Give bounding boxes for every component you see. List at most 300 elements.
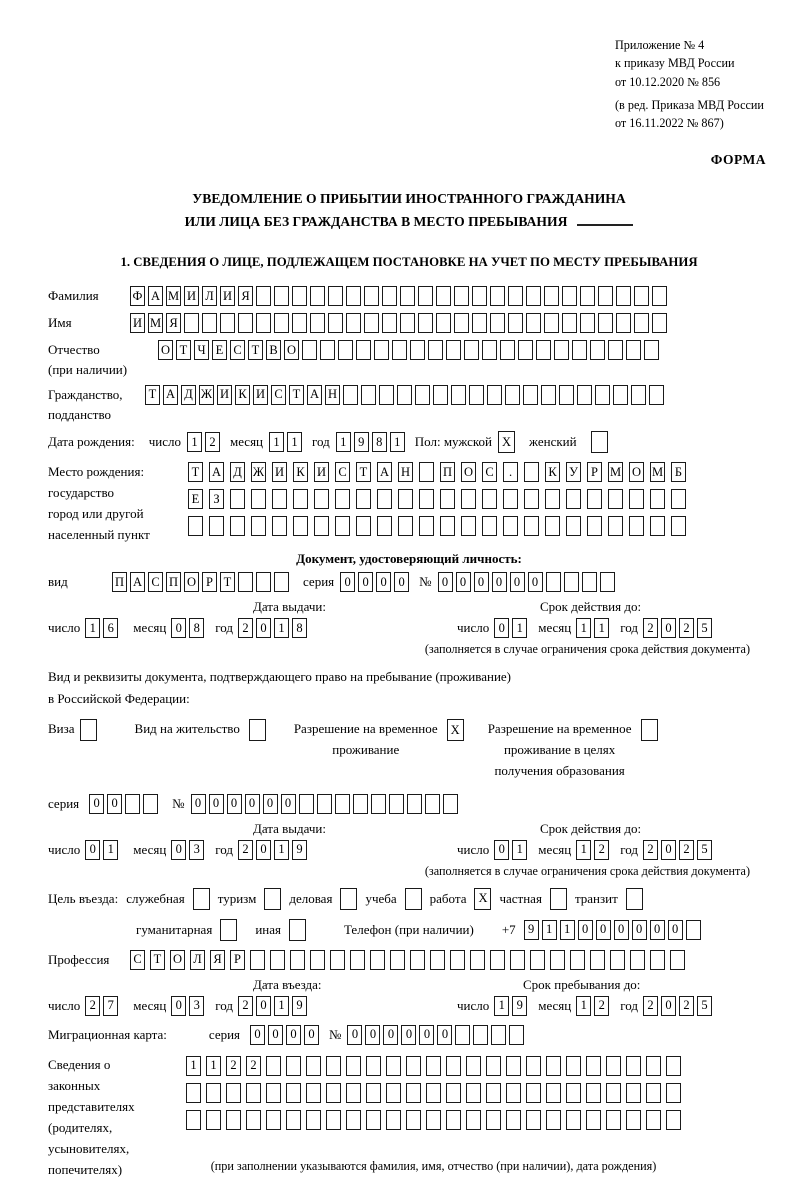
form-cell[interactable]	[266, 1056, 281, 1076]
form-cell[interactable]	[509, 1025, 524, 1045]
form-cell[interactable]: 8	[372, 432, 387, 452]
form-cell[interactable]	[626, 1083, 641, 1103]
form-cell[interactable]: 1	[576, 996, 591, 1016]
purpose-official-checkbox[interactable]	[193, 888, 210, 910]
form-cell[interactable]	[353, 794, 368, 814]
form-cell[interactable]	[464, 340, 479, 360]
form-cell[interactable]: 7	[103, 996, 118, 1016]
form-cell[interactable]	[598, 286, 613, 306]
form-cell[interactable]: С	[130, 950, 145, 970]
form-cell[interactable]: 1	[274, 996, 289, 1016]
form-cell[interactable]: 0	[401, 1025, 416, 1045]
form-cell[interactable]	[644, 340, 659, 360]
form-cell[interactable]: С	[482, 462, 497, 482]
form-cell[interactable]	[566, 1083, 581, 1103]
form-cell[interactable]	[545, 489, 560, 509]
form-cell[interactable]: 0	[494, 618, 509, 638]
form-cell[interactable]: 2	[226, 1056, 241, 1076]
form-cell[interactable]	[518, 340, 533, 360]
form-cell[interactable]	[390, 950, 405, 970]
form-cell[interactable]	[270, 950, 285, 970]
form-cell[interactable]	[246, 1110, 261, 1130]
form-cell[interactable]	[450, 950, 465, 970]
form-cell[interactable]: 2	[643, 996, 658, 1016]
form-cell[interactable]	[506, 1110, 521, 1130]
form-cell[interactable]: 0	[209, 794, 224, 814]
form-cell[interactable]: 1	[274, 618, 289, 638]
form-cell[interactable]	[666, 1083, 681, 1103]
form-cell[interactable]	[436, 286, 451, 306]
form-cell[interactable]	[454, 313, 469, 333]
form-cell[interactable]	[386, 1056, 401, 1076]
form-cell[interactable]: 0	[528, 572, 543, 592]
form-cell[interactable]: 0	[227, 794, 242, 814]
form-cell[interactable]: 2	[238, 996, 253, 1016]
form-cell[interactable]: М	[166, 286, 181, 306]
form-cell[interactable]	[590, 950, 605, 970]
form-cell[interactable]	[306, 1056, 321, 1076]
form-cell[interactable]: 0	[171, 618, 186, 638]
form-cell[interactable]: 0	[494, 840, 509, 860]
form-cell[interactable]	[377, 489, 392, 509]
form-cell[interactable]	[356, 340, 371, 360]
purpose-tourism-checkbox[interactable]	[264, 888, 281, 910]
form-cell[interactable]: 0	[286, 1025, 301, 1045]
form-cell[interactable]: 0	[596, 920, 611, 940]
form-cell[interactable]	[230, 516, 245, 536]
form-cell[interactable]: 1	[103, 840, 118, 860]
form-cell[interactable]: 6	[103, 618, 118, 638]
form-cell[interactable]	[293, 489, 308, 509]
form-cell[interactable]	[289, 919, 306, 941]
form-cell[interactable]	[629, 489, 644, 509]
form-cell[interactable]	[330, 950, 345, 970]
form-cell[interactable]	[143, 794, 158, 814]
form-cell[interactable]	[455, 1025, 470, 1045]
form-cell[interactable]: 9	[292, 840, 307, 860]
form-cell[interactable]	[536, 340, 551, 360]
form-cell[interactable]: 0	[614, 920, 629, 940]
form-cell[interactable]: О	[184, 572, 199, 592]
form-cell[interactable]: 0	[365, 1025, 380, 1045]
form-cell[interactable]: Л	[190, 950, 205, 970]
form-cell[interactable]: И	[217, 385, 232, 405]
form-cell[interactable]: 1	[206, 1056, 221, 1076]
form-cell[interactable]	[470, 950, 485, 970]
form-cell[interactable]	[446, 1056, 461, 1076]
form-cell[interactable]	[377, 516, 392, 536]
form-cell[interactable]	[580, 313, 595, 333]
form-cell[interactable]	[530, 950, 545, 970]
form-cell[interactable]	[238, 572, 253, 592]
form-cell[interactable]	[541, 385, 556, 405]
form-cell[interactable]: 0	[89, 794, 104, 814]
form-cell[interactable]	[364, 286, 379, 306]
temp-residence-checkbox[interactable]	[447, 719, 464, 741]
form-cell[interactable]: О	[284, 340, 299, 360]
form-cell[interactable]	[188, 516, 203, 536]
form-cell[interactable]	[274, 313, 289, 333]
form-cell[interactable]	[386, 1110, 401, 1130]
form-cell[interactable]	[426, 1056, 441, 1076]
form-cell[interactable]: Н	[325, 385, 340, 405]
form-cell[interactable]: Т	[248, 340, 263, 360]
form-cell[interactable]	[356, 489, 371, 509]
form-cell[interactable]	[433, 385, 448, 405]
form-cell[interactable]: 2	[85, 996, 100, 1016]
form-cell[interactable]	[397, 385, 412, 405]
form-cell[interactable]	[566, 1110, 581, 1130]
form-cell[interactable]	[586, 1110, 601, 1130]
form-cell[interactable]	[406, 1083, 421, 1103]
form-cell[interactable]: 0	[268, 1025, 283, 1045]
form-cell[interactable]	[400, 313, 415, 333]
form-cell[interactable]	[364, 313, 379, 333]
form-cell[interactable]: Т	[220, 572, 235, 592]
form-cell[interactable]: 0	[661, 996, 676, 1016]
form-cell[interactable]	[554, 340, 569, 360]
form-cell[interactable]: Д	[230, 462, 245, 482]
form-cell[interactable]	[299, 794, 314, 814]
form-cell[interactable]	[510, 950, 525, 970]
form-cell[interactable]: 0	[340, 572, 355, 592]
form-cell[interactable]	[335, 516, 350, 536]
form-cell[interactable]	[249, 719, 266, 741]
form-cell[interactable]: 5	[697, 840, 712, 860]
form-cell[interactable]	[671, 516, 686, 536]
form-cell[interactable]: П	[440, 462, 455, 482]
form-cell[interactable]	[366, 1083, 381, 1103]
form-cell[interactable]: И	[130, 313, 145, 333]
form-cell[interactable]	[226, 1083, 241, 1103]
form-cell[interactable]	[634, 286, 649, 306]
form-cell[interactable]	[346, 286, 361, 306]
form-cell[interactable]: Ж	[251, 462, 266, 482]
form-cell[interactable]	[206, 1083, 221, 1103]
form-cell[interactable]: 2	[594, 840, 609, 860]
form-cell[interactable]	[220, 919, 237, 941]
form-cell[interactable]	[505, 385, 520, 405]
form-cell[interactable]	[418, 313, 433, 333]
form-cell[interactable]: 1	[576, 618, 591, 638]
form-cell[interactable]	[80, 719, 97, 741]
form-cell[interactable]: Т	[145, 385, 160, 405]
form-cell[interactable]	[292, 313, 307, 333]
form-cell[interactable]: 1	[85, 618, 100, 638]
form-cell[interactable]: 0	[85, 840, 100, 860]
form-cell[interactable]	[526, 286, 541, 306]
form-cell[interactable]: П	[112, 572, 127, 592]
form-cell[interactable]: С	[271, 385, 286, 405]
form-cell[interactable]: 1	[187, 432, 202, 452]
purpose-study-checkbox[interactable]	[405, 888, 422, 910]
form-cell[interactable]: 0	[358, 572, 373, 592]
form-cell[interactable]: 2	[238, 840, 253, 860]
form-cell[interactable]: К	[293, 462, 308, 482]
form-cell[interactable]: Т	[150, 950, 165, 970]
form-cell[interactable]: .	[503, 462, 518, 482]
form-cell[interactable]	[446, 1083, 461, 1103]
form-cell[interactable]	[335, 489, 350, 509]
form-cell[interactable]: Н	[398, 462, 413, 482]
form-cell[interactable]	[250, 950, 265, 970]
form-cell[interactable]	[406, 1056, 421, 1076]
form-cell[interactable]	[545, 516, 560, 536]
form-cell[interactable]	[631, 385, 646, 405]
form-cell[interactable]	[630, 950, 645, 970]
form-cell[interactable]: 0	[578, 920, 593, 940]
form-cell[interactable]	[286, 1056, 301, 1076]
form-cell[interactable]: 0	[347, 1025, 362, 1045]
form-cell[interactable]: 0	[304, 1025, 319, 1045]
form-cell[interactable]	[328, 313, 343, 333]
form-cell[interactable]	[562, 313, 577, 333]
form-cell[interactable]: У	[566, 462, 581, 482]
form-cell[interactable]	[346, 1056, 361, 1076]
form-cell[interactable]	[486, 1110, 501, 1130]
form-cell[interactable]	[508, 286, 523, 306]
form-cell[interactable]: 0	[256, 996, 271, 1016]
form-cell[interactable]	[426, 1083, 441, 1103]
form-cell[interactable]: 0	[191, 794, 206, 814]
form-cell[interactable]	[523, 385, 538, 405]
form-cell[interactable]	[616, 286, 631, 306]
form-cell[interactable]	[415, 385, 430, 405]
form-cell[interactable]: Ч	[194, 340, 209, 360]
form-cell[interactable]	[419, 462, 434, 482]
form-cell[interactable]: 1	[390, 432, 405, 452]
form-cell[interactable]	[608, 340, 623, 360]
form-cell[interactable]: 1	[542, 920, 557, 940]
form-cell[interactable]: 2	[246, 1056, 261, 1076]
form-cell[interactable]	[346, 313, 361, 333]
form-cell[interactable]	[466, 1056, 481, 1076]
form-cell[interactable]: Т	[356, 462, 371, 482]
form-cell[interactable]	[546, 1110, 561, 1130]
form-cell[interactable]: 2	[594, 996, 609, 1016]
form-cell[interactable]: 0	[661, 618, 676, 638]
form-cell[interactable]	[566, 1056, 581, 1076]
form-cell[interactable]	[650, 950, 665, 970]
form-cell[interactable]	[379, 385, 394, 405]
form-cell[interactable]	[202, 313, 217, 333]
form-cell[interactable]	[246, 1083, 261, 1103]
form-cell[interactable]: Т	[289, 385, 304, 405]
form-cell[interactable]	[256, 313, 271, 333]
form-cell[interactable]: X	[474, 888, 491, 910]
form-cell[interactable]: 9	[512, 996, 527, 1016]
form-cell[interactable]: 1	[560, 920, 575, 940]
form-cell[interactable]: 8	[292, 618, 307, 638]
form-cell[interactable]: 0	[510, 572, 525, 592]
form-cell[interactable]: О	[461, 462, 476, 482]
form-cell[interactable]: 0	[256, 618, 271, 638]
form-cell[interactable]	[616, 313, 631, 333]
form-cell[interactable]	[430, 950, 445, 970]
form-cell[interactable]: 1	[186, 1056, 201, 1076]
form-cell[interactable]	[186, 1110, 201, 1130]
form-cell[interactable]: 0	[474, 572, 489, 592]
form-cell[interactable]: Ж	[199, 385, 214, 405]
form-cell[interactable]	[370, 950, 385, 970]
form-cell[interactable]	[469, 385, 484, 405]
temp-residence-edu-checkbox[interactable]	[641, 719, 658, 741]
sex-female-checkbox[interactable]	[591, 431, 608, 453]
form-cell[interactable]	[506, 1056, 521, 1076]
form-cell[interactable]	[356, 516, 371, 536]
form-cell[interactable]: 0	[394, 572, 409, 592]
form-cell[interactable]: А	[130, 572, 145, 592]
form-cell[interactable]	[482, 340, 497, 360]
form-cell[interactable]: 1	[494, 996, 509, 1016]
form-cell[interactable]	[293, 516, 308, 536]
form-cell[interactable]	[590, 340, 605, 360]
visa-checkbox[interactable]	[80, 719, 97, 741]
form-cell[interactable]	[256, 286, 271, 306]
form-cell[interactable]	[292, 286, 307, 306]
form-cell[interactable]	[606, 1056, 621, 1076]
form-cell[interactable]	[193, 888, 210, 910]
form-cell[interactable]: 0	[661, 840, 676, 860]
form-cell[interactable]: Р	[202, 572, 217, 592]
form-cell[interactable]	[550, 888, 567, 910]
form-cell[interactable]	[382, 286, 397, 306]
form-cell[interactable]	[346, 1083, 361, 1103]
form-cell[interactable]: А	[163, 385, 178, 405]
form-cell[interactable]	[407, 794, 422, 814]
form-cell[interactable]: 0	[263, 794, 278, 814]
form-cell[interactable]	[310, 313, 325, 333]
form-cell[interactable]	[666, 1056, 681, 1076]
form-cell[interactable]	[546, 1056, 561, 1076]
form-cell[interactable]: Т	[188, 462, 203, 482]
form-cell[interactable]	[440, 516, 455, 536]
form-cell[interactable]	[526, 1083, 541, 1103]
form-cell[interactable]	[274, 286, 289, 306]
form-cell[interactable]: 1	[512, 618, 527, 638]
form-cell[interactable]	[608, 516, 623, 536]
form-cell[interactable]	[606, 1110, 621, 1130]
form-cell[interactable]: Я	[166, 313, 181, 333]
form-cell[interactable]	[314, 516, 329, 536]
form-cell[interactable]	[306, 1083, 321, 1103]
form-cell[interactable]	[606, 1083, 621, 1103]
form-cell[interactable]: 1	[594, 618, 609, 638]
form-cell[interactable]	[577, 385, 592, 405]
form-cell[interactable]: 2	[679, 996, 694, 1016]
form-cell[interactable]	[338, 340, 353, 360]
form-cell[interactable]	[610, 950, 625, 970]
form-cell[interactable]: 0	[383, 1025, 398, 1045]
form-cell[interactable]: К	[545, 462, 560, 482]
form-cell[interactable]	[634, 313, 649, 333]
form-cell[interactable]	[428, 340, 443, 360]
form-cell[interactable]: И	[184, 286, 199, 306]
form-cell[interactable]	[491, 1025, 506, 1045]
form-cell[interactable]	[641, 719, 658, 741]
form-cell[interactable]	[473, 1025, 488, 1045]
form-cell[interactable]	[410, 340, 425, 360]
form-cell[interactable]	[559, 385, 574, 405]
form-cell[interactable]: 0	[632, 920, 647, 940]
form-cell[interactable]	[366, 1110, 381, 1130]
form-cell[interactable]	[346, 1110, 361, 1130]
form-cell[interactable]	[266, 1083, 281, 1103]
form-cell[interactable]	[626, 1056, 641, 1076]
form-cell[interactable]: Ф	[130, 286, 145, 306]
form-cell[interactable]: Б	[671, 462, 686, 482]
purpose-private-checkbox[interactable]	[550, 888, 567, 910]
form-cell[interactable]	[335, 794, 350, 814]
form-cell[interactable]	[586, 1083, 601, 1103]
form-cell[interactable]	[426, 1110, 441, 1130]
form-cell[interactable]	[361, 385, 376, 405]
form-cell[interactable]	[350, 950, 365, 970]
form-cell[interactable]	[587, 489, 602, 509]
form-cell[interactable]	[328, 286, 343, 306]
form-cell[interactable]	[326, 1056, 341, 1076]
form-cell[interactable]: 0	[492, 572, 507, 592]
form-cell[interactable]: 0	[171, 996, 186, 1016]
form-cell[interactable]	[591, 431, 608, 453]
form-cell[interactable]	[546, 1083, 561, 1103]
form-cell[interactable]	[472, 313, 487, 333]
form-cell[interactable]: 2	[643, 618, 658, 638]
form-cell[interactable]	[508, 313, 523, 333]
form-cell[interactable]	[274, 572, 289, 592]
form-cell[interactable]: 0	[171, 840, 186, 860]
form-cell[interactable]: Р	[587, 462, 602, 482]
form-cell[interactable]: А	[148, 286, 163, 306]
form-cell[interactable]	[486, 1056, 501, 1076]
form-cell[interactable]	[572, 340, 587, 360]
form-cell[interactable]	[446, 1110, 461, 1130]
form-cell[interactable]	[374, 340, 389, 360]
form-cell[interactable]	[440, 489, 455, 509]
form-cell[interactable]	[500, 340, 515, 360]
form-cell[interactable]	[503, 489, 518, 509]
form-cell[interactable]: 0	[256, 840, 271, 860]
form-cell[interactable]	[472, 286, 487, 306]
purpose-other-checkbox[interactable]	[289, 919, 306, 941]
form-cell[interactable]	[524, 462, 539, 482]
form-cell[interactable]	[562, 286, 577, 306]
form-cell[interactable]: О	[158, 340, 173, 360]
form-cell[interactable]	[436, 313, 451, 333]
form-cell[interactable]	[466, 1083, 481, 1103]
form-cell[interactable]: 1	[512, 840, 527, 860]
form-cell[interactable]: 2	[205, 432, 220, 452]
form-cell[interactable]: 2	[679, 840, 694, 860]
form-cell[interactable]	[526, 1110, 541, 1130]
residence-permit-checkbox[interactable]	[249, 719, 266, 741]
form-cell[interactable]: И	[314, 462, 329, 482]
form-cell[interactable]	[544, 313, 559, 333]
form-cell[interactable]	[306, 1110, 321, 1130]
form-cell[interactable]	[566, 489, 581, 509]
form-cell[interactable]: Р	[230, 950, 245, 970]
form-cell[interactable]: 1	[287, 432, 302, 452]
form-cell[interactable]: 3	[189, 996, 204, 1016]
form-cell[interactable]	[272, 489, 287, 509]
purpose-business-checkbox[interactable]	[340, 888, 357, 910]
form-cell[interactable]	[256, 572, 271, 592]
form-cell[interactable]	[490, 950, 505, 970]
form-cell[interactable]	[209, 516, 224, 536]
form-cell[interactable]	[400, 286, 415, 306]
form-cell[interactable]: 9	[292, 996, 307, 1016]
form-cell[interactable]	[398, 489, 413, 509]
